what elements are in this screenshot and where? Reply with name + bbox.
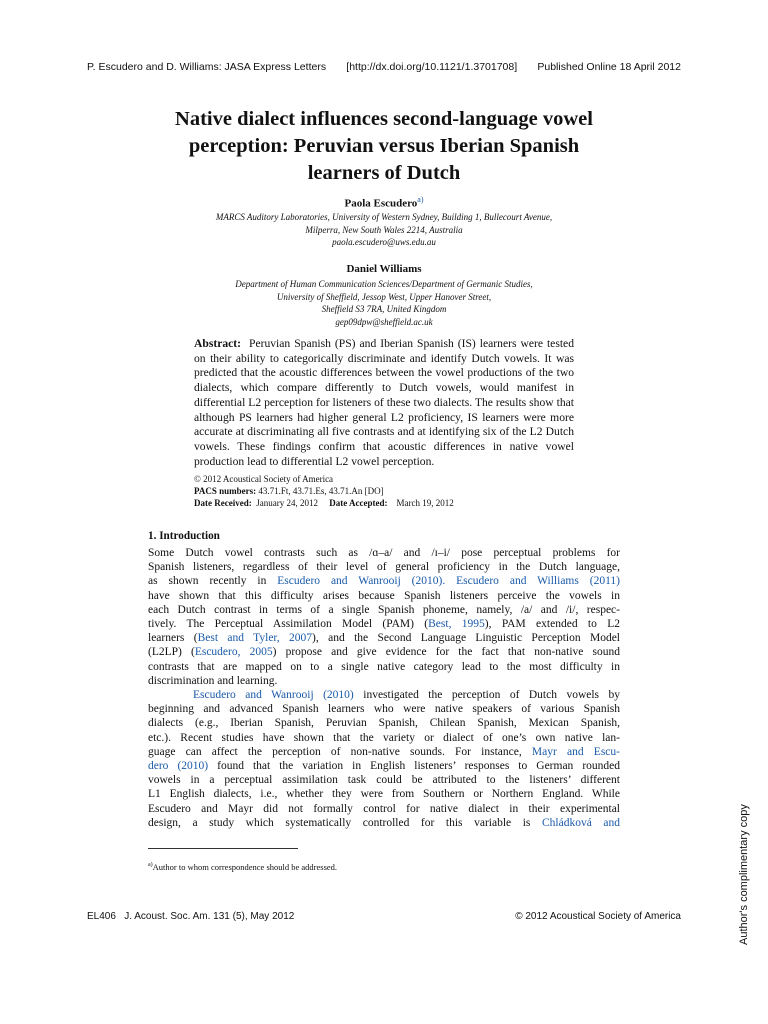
line-text: found that the variation in English listeners’ responses to German rounded [208,760,621,773]
footnote-mark: a) [148,862,153,869]
abstract-text: Peruvian Spanish (PS) and Iberian Spanish (IS) learners were tested on their ability to categorically discriminate and identify Dutch vowels. It was predicted that the acoustic differences between the vowel productions of the two dialects, which compare differently to Dutch vowels, would manifest in differential L2 perception for listeners of these two dialects. The results show that although PS learners had higher general L2 proficiency, IS learners were more accurate at discriminating all five contrasts and at identifying six of the L2 Dutch vowels. These findings confirm that acoustic differences in native vowel production lead to differential L2 vowel perception. [194,337,574,468]
citation-link[interactable]: Best and Tyler, 2007 [197,632,313,645]
text-line [148,574,620,588]
citation-link[interactable]: Mayr and Escu- [531,745,620,758]
text-line [148,745,620,759]
citation-link[interactable]: Escudero and Wanrooij (2010) [193,689,354,701]
text-line [148,546,620,560]
affiliation-email: paola.escudero@uws.edu.au [332,237,436,248]
text-line [148,759,620,773]
running-head-published: Published Online 18 April 2012 [537,61,681,73]
accepted-value: March 19, 2012 [396,498,454,508]
text-line [148,645,620,659]
line-text: contrasts that are mapped on to a single native category lead to the most difficulty in [148,660,620,673]
text-line [148,787,620,801]
citation-link[interactable]: Chládková and [541,816,620,829]
received-label: Date Received: [194,498,252,508]
running-head [87,61,681,73]
line-text: Escudero and Mayr did not formally control for native dialect in their experimental [148,802,620,815]
affiliation-line: Sheffield S3 7RA, United Kingdom [321,304,447,315]
citation-link[interactable]: Best, 1995 [428,618,485,631]
running-head-authors: P. Escudero and D. Williams: JASA Express Letters [87,61,327,73]
title-line: perception: Peruvian versus Iberian Spanish [188,135,580,157]
text-line [148,816,620,830]
citation-link[interactable]: dero (2010) [148,760,209,773]
line-text: L1 English dialects, i.e., whether they were from Southern or Northern England. While [148,788,620,801]
abstract [194,337,574,469]
footer-copyright: © 2012 Acoustical Society of America [515,911,681,922]
line-text: Spanish listeners, regardless of their level of general proficiency in the Dutch language, [148,561,620,574]
paper-title [87,106,681,187]
accepted-label: Date Accepted: [329,498,388,508]
line-text: dialects (e.g., Iberian Spanish, Peruvian Spanish, Chilean Spanish, Mexican Spanish, [148,717,620,730]
footer-citation: EL406 J. Acoust. Soc. Am. 131 (5), May 2012 [87,911,295,922]
running-head-doi[interactable]: [http://dx.doi.org/10.1121/1.3701708] [346,61,518,73]
affiliation-line: Milperra, New South Wales 2214, Australia [305,224,463,235]
text-line [148,603,620,617]
affiliation-line: MARCS Auditory Laboratories, University of Western Sydney, Building 1, Bullecourt Avenue, [215,212,553,222]
line-text: ), and the Second Language Linguistic Perception Model [312,632,620,645]
intro-paragraph-2 [148,688,620,830]
title-line: Native dialect influences second-language vowel [175,108,593,130]
footnote-text: Author to whom correspondence should be addressed. [152,862,338,872]
side-label: Author's complimentary copy [738,804,750,945]
author-2-affiliation [87,278,681,328]
pacs-line [194,486,594,498]
citation-link[interactable]: Escudero and Wanrooij (2010). Escudero and Williams (2011) [277,575,620,588]
abstract-label: Abstract: [194,337,242,350]
author-name: Paola Escudero [344,197,418,210]
text-line [148,660,620,674]
footnote-divider [148,848,298,849]
author-1 [87,195,681,210]
line-text: as shown recently in [148,575,278,588]
page-footer [87,911,681,922]
line-text: discrimination and learning. [148,674,278,687]
citation-link[interactable]: Escudero, 2005 [194,646,273,659]
line-text: (L2LP) ( [148,646,195,659]
text-line [148,688,620,702]
affiliation-line: Department of Human Communication Sciences/Department of Germanic Studies, [235,279,533,289]
line-text: ) propose and give evidence for the fact that non-native sound [272,646,620,659]
text-line [148,631,620,645]
line-text: each Dutch contrast in terms of a single Spanish phoneme, namely, /a/ and /i/, respec- [148,603,620,616]
pacs-label: PACS numbers: [194,486,257,496]
author-name: Daniel Williams [346,263,422,275]
pacs-value: 43.71.Ft, 43.71.Es, 43.71.An [DO] [258,486,384,496]
line-text: learners ( [148,632,198,645]
footnote [148,862,337,872]
dates-line [194,498,594,510]
line-text: ), PAM extended to L2 [484,618,620,631]
text-line [148,560,620,574]
line-text: vowels in a perceptual assimilation task could be attributed to the listeners’ different [148,774,620,787]
copyright-line: © 2012 Acoustical Society of America [194,474,334,484]
text-line [148,674,620,688]
affiliation-email: gep09dpw@sheffield.ac.uk [335,316,433,327]
line-text: tively. The Perceptual Assimilation Model (PAM) ( [148,618,429,631]
line-text: investigated the perception of Dutch vowels by [353,689,620,701]
affiliation-line: University of Sheffield, Jessop West, Upper Hanover Street, [276,291,492,302]
line-text: design, a study which systematically controlled for this variable is [148,816,542,829]
author-footnote-mark[interactable]: a) [417,195,424,204]
text-line [148,802,620,816]
text-line [148,617,620,631]
text-line [148,773,620,787]
title-line: learners of Dutch [307,162,461,184]
line-text: beginning and advanced Spanish learners who were native speakers of various Spanish [148,703,620,716]
text-line [148,589,620,603]
author-2 [87,263,681,275]
line-text: guage can affect the perception of non-native sounds. For instance, [148,745,532,758]
line-text: etc.). Recent studies have shown that the variety or dialect of one’s own native lan- [148,731,620,744]
text-line [148,702,620,716]
intro-paragraph-1 [148,546,620,688]
line-text: have shown that this difficulty arises because Spanish listeners perceive the vowels in [148,589,620,602]
received-value: January 24, 2012 [256,498,318,508]
section-heading: 1. Introduction [148,530,220,542]
text-line [148,716,620,730]
text-line [148,731,620,745]
author-1-affiliation [87,211,681,249]
line-text: Some Dutch vowel contrasts such as /ɑ–a/ and /ɪ–i/ pose perceptual problems for [148,547,620,559]
